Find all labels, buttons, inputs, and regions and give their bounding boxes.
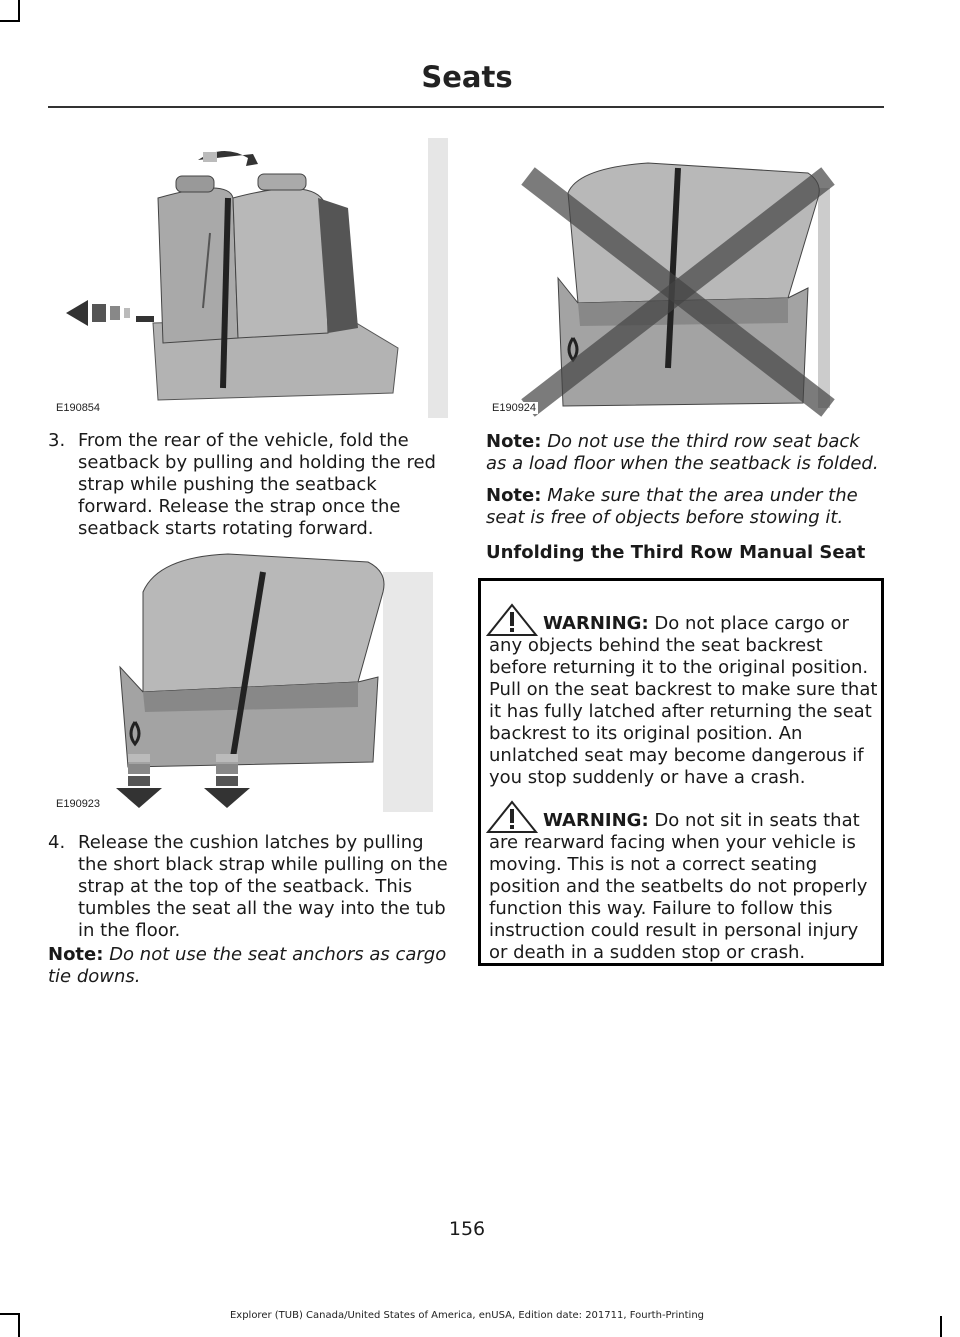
section-heading: Unfolding the Third Row Manual Seat [486,542,866,563]
warning-label: WARNING: [543,810,649,831]
step-text: Release the cushion latches by pulling the short black strap while pulling on the strap at the top of the seatback. This tumbles the seat all the way into the tub in the floor. [78,832,448,941]
note-area-clear [486,485,884,529]
figure-no-load-floor [488,138,884,418]
figure-code: E190923 [56,798,101,810]
footer-edition: Explorer (TUB) Canada/United States of America, enUSA, Edition date: 201711, Fourth-Printing [229,1310,705,1321]
step-4 [48,832,448,942]
page-title: Seats [421,60,513,94]
page-number: 156 [448,1218,486,1240]
note-load-floor [486,431,884,475]
figure-seatback-fold [48,138,448,418]
warning-text: Do not sit in seats that are rearward facing when your vehicle is moving. This is not a correct seating position and the seatbelts do not properly function this way. Failure to follow this instruction could result in personal injury or death in a sudden stop or crash. [489,810,868,963]
warning-triangle-icon [485,800,539,834]
crop-mark [18,0,20,22]
step-text: From the rear of the vehicle, fold the seatback by pulling and holding the red strap while pushing the seatback forward. Release the strap once the seatback starts rotating forward. [78,430,436,539]
warning-box [478,578,884,966]
warning-triangle-icon [485,603,539,637]
seat-crossed-illustration [488,138,884,418]
note-text: Do not use the third row seat back as a load floor when the seatback is folded. [486,431,879,474]
step-number: 4. [48,832,66,853]
warning-1 [489,613,881,789]
figure-code: E190854 [56,402,101,414]
figure-cushion-latches [48,552,448,814]
seat-tumble-illustration [48,552,448,814]
seat-illustration [48,138,448,418]
note-seat-anchors [48,944,448,988]
note-text: Do not use the seat anchors as cargo tie downs. [48,944,447,987]
warning-2 [489,810,881,964]
header-divider [48,106,884,108]
note-label: Note: [486,485,542,506]
crop-mark [0,20,20,22]
note-label: Note: [48,944,104,965]
warning-text: Do not place cargo or any objects behind the seat backrest before returning it to the original position. Pull on the seat backrest to make sure that it has fully latched after returning the seat backrest to its original position. An unlatched seat may become dangerous if you stop suddenly or have a crash. [489,613,878,788]
figure-code: E190924 [492,402,537,414]
note-text: Make sure that the area under the seat is free of objects before stowing it. [486,485,858,528]
step-number: 3. [48,430,66,451]
step-3 [48,430,448,540]
note-label: Note: [486,431,542,452]
warning-label: WARNING: [543,613,649,634]
crop-mark [940,1316,942,1337]
